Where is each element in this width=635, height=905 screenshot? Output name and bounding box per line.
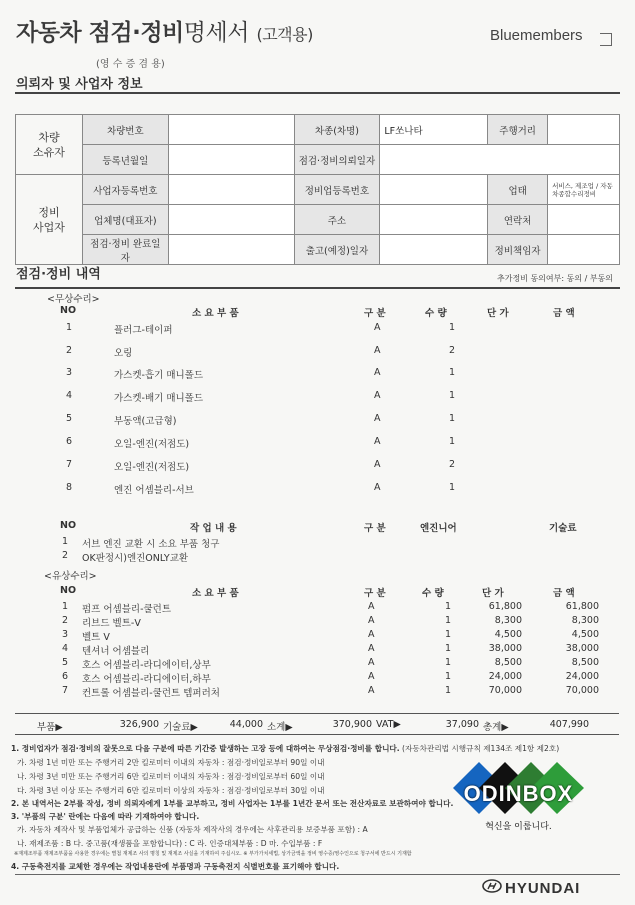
paid-row-amount: 38,000 <box>565 643 599 654</box>
paid-repair-title: <유상수리> <box>44 571 97 582</box>
paid-row-amount: 61,800 <box>565 601 599 612</box>
free-row-no: 5 <box>66 413 73 424</box>
labor-total-value: 44,000 <box>229 719 263 730</box>
paid-row-type: A <box>368 685 375 696</box>
hyundai-logo-icon <box>482 879 502 893</box>
odinbox-slogan: 혁신을 이룹니다. <box>485 822 552 832</box>
grand-total-value: 407,990 <box>549 719 589 730</box>
note-4: 4. 구동축전지를 교체한 경우에는 작업내용란에 부품명과 구동축전지 식별번호를 표기해야 합니다. <box>11 862 340 871</box>
plate-value <box>168 115 294 145</box>
note-3a: 가. 자동차 제작사 및 부품업체가 공급하는 신품 (자동차 제작사의 경우에는 사후관리용 보증부품 포함) : A <box>17 825 368 834</box>
free-col-no: NO <box>60 305 77 316</box>
model-value: LF쏘나타 <box>380 115 488 145</box>
paid-row-qty: 1 <box>445 601 452 612</box>
contact-value <box>548 205 620 235</box>
paid-row-qty: 1 <box>445 671 452 682</box>
paid-row-unit: 8,500 <box>494 657 522 668</box>
paid-col-parts: 소 요 부 품 <box>192 588 239 599</box>
work-row-no: 2 <box>62 550 69 561</box>
odinbox-stamp <box>453 757 584 837</box>
note-1a: 가. 차령 1년 미만 또는 주행거리 2만 킬로미터 이내의 자동차 : 점검·정비일로부터 90일 이내 <box>17 758 325 767</box>
free-row-no: 4 <box>66 390 73 401</box>
paid-row-part: 벨트 V <box>82 632 110 643</box>
paid-row-no: 3 <box>62 629 69 640</box>
paid-row-unit: 8,300 <box>494 615 522 626</box>
free-col-parts: 소 요 부 품 <box>192 308 239 319</box>
note-3c: ※재제조부품 재제조부품을 사용한 경우에는 별첨 재제조 사의 명칭 및 재제조 사실을 기재하여 주십시오. ※ 부가가치세법, 상가금액을 정비 영수증/영수인으로 청구서에 반드시 기재함 <box>14 851 412 857</box>
detail-section-title: 점검·정비 내역 <box>16 267 101 282</box>
request-date-label: 점검·정비의뢰일자 <box>294 145 380 175</box>
vat-value: 37,090 <box>445 719 479 730</box>
business-group-text: 정비 사업자 <box>33 205 65 234</box>
paid-row-no: 4 <box>62 643 69 654</box>
free-col-unit: 단 가 <box>487 308 509 319</box>
free-row-qty: 2 <box>449 345 456 356</box>
paid-row-no: 7 <box>62 685 69 696</box>
labor-total-label: 기술료▶ <box>163 722 198 733</box>
paid-row-amount: 4,500 <box>571 629 599 640</box>
release-date-value <box>380 235 488 265</box>
company-value <box>168 205 294 235</box>
free-row-part: 오일-엔진(저점도) <box>114 439 190 450</box>
note-3: 3. '부품의 구분' 란에는 다음에 따라 기재하여야 합니다. <box>11 812 200 821</box>
free-row-type: A <box>374 367 381 378</box>
free-row-qty: 1 <box>449 322 456 333</box>
paid-row-type: A <box>368 643 375 654</box>
paid-row-type: A <box>368 629 375 640</box>
title-thin: 명세서 <box>183 20 249 46</box>
owner-group-text: 차량 소유자 <box>33 130 65 159</box>
work-row-content: OK판정시)엔진ONLY교환 <box>82 553 189 564</box>
paid-col-type: 구 분 <box>364 588 386 599</box>
note-2: 2. 본 내역서는 2부를 작성, 정비 의뢰자에게 1부를 교부하고, 정비 사업자는 1부를 1년간 문서 또는 전산자료로 보관하여야 합니다. <box>11 799 454 808</box>
free-row-type: A <box>374 436 381 447</box>
note-1 <box>11 743 559 754</box>
free-row-part: 가스켓-흡기 매니폴드 <box>114 370 204 381</box>
title-bold: 자동차 점검·정비 <box>16 20 184 46</box>
paid-row-qty: 1 <box>445 615 452 626</box>
free-row-qty: 1 <box>449 390 456 401</box>
address-label: 주소 <box>294 205 380 235</box>
paid-row-unit: 4,500 <box>494 629 522 640</box>
free-row-part: 부동액(고급형) <box>114 416 177 427</box>
paid-row-amount: 8,500 <box>571 657 599 668</box>
note-3b: 나. 재제조품 : B 다. 중고품(재생품을 포함합니다) : C 라. 인증대체부품 : D 마. 수입부품 : F <box>17 839 323 848</box>
free-row-no: 6 <box>66 436 73 447</box>
biz-type-label: 업태 <box>488 175 548 205</box>
paid-row-qty: 1 <box>445 685 452 696</box>
free-row-part: 플러그-테이퍼 <box>114 325 173 336</box>
free-row-no: 2 <box>66 345 73 356</box>
free-repair-title: <무상수리> <box>47 294 100 305</box>
paid-row-qty: 1 <box>445 629 452 640</box>
paid-row-amount: 8,300 <box>571 615 599 626</box>
paid-row-part: 컨트롤 어셈블리-쿨런트 템퍼러처 <box>82 688 220 699</box>
paid-row-no: 2 <box>62 615 69 626</box>
manager-value <box>548 235 620 265</box>
free-row-qty: 2 <box>449 459 456 470</box>
paid-row-type: A <box>368 601 375 612</box>
detail-rule <box>15 287 620 289</box>
paid-col-amount: 금 액 <box>553 588 575 599</box>
plate-label: 차량번호 <box>82 115 168 145</box>
owner-section-title: 의뢰자 및 사업자 정보 <box>16 77 143 92</box>
brand-logo: Bluemembers <box>490 27 583 44</box>
free-row-no: 1 <box>66 322 73 333</box>
paid-row-unit: 38,000 <box>488 643 522 654</box>
free-col-qty: 수 량 <box>425 308 447 319</box>
brand-frame <box>600 33 612 46</box>
done-date-label: 점검·정비 완료일자 <box>82 235 168 265</box>
paid-row-no: 6 <box>62 671 69 682</box>
work-col-type: 구 분 <box>364 523 386 534</box>
paid-row-type: A <box>368 615 375 626</box>
biz-reg-value <box>168 175 294 205</box>
odinbox-name: ODINBOX <box>463 781 574 806</box>
receipt-note: (영 수 증 겸 용) <box>96 59 165 70</box>
request-date-value <box>380 145 620 175</box>
biz-reg-label: 사업자등록번호 <box>82 175 168 205</box>
note-1-tail: (자동차관리법 시행규칙 제134조 제1항 제2호) <box>402 744 560 753</box>
work-col-no: NO <box>60 520 77 531</box>
release-date-label: 출고(예정)일자 <box>294 235 380 265</box>
subtotal-value: 370,900 <box>332 719 372 730</box>
section-rule <box>15 92 620 94</box>
free-row-part: 가스켓-배기 매니폴드 <box>114 393 204 404</box>
free-row-part: 오링 <box>114 348 133 359</box>
work-col-fee: 기술료 <box>549 523 577 534</box>
subtotal-label: 소계▶ <box>267 722 293 733</box>
paid-row-type: A <box>368 657 375 668</box>
model-label: 차종(차명) <box>294 115 380 145</box>
paid-col-no: NO <box>60 585 77 596</box>
free-row-qty: 1 <box>449 436 456 447</box>
paid-col-qty: 수 량 <box>422 588 444 599</box>
free-row-type: A <box>374 390 381 401</box>
note-1b: 나. 차령 3년 미만 또는 주행거리 6만 킬로미터 이내의 자동차 : 점검·정비일로부터 60일 이내 <box>17 772 325 781</box>
parts-total-value: 326,900 <box>119 719 159 730</box>
hyundai-wordmark: HYUNDAI <box>505 880 581 897</box>
reg-date-value <box>168 145 294 175</box>
manager-label: 정비책임자 <box>488 235 548 265</box>
free-row-no: 3 <box>66 367 73 378</box>
paid-col-unit: 단 가 <box>482 588 504 599</box>
free-row-no: 7 <box>66 459 73 470</box>
free-row-qty: 1 <box>449 367 456 378</box>
contact-label: 연락처 <box>488 205 548 235</box>
paid-row-unit: 24,000 <box>488 671 522 682</box>
mileage-label: 주행거리 <box>488 115 548 145</box>
company-label: 업체명(대표자) <box>82 205 168 235</box>
paid-row-part: 리브드 벨트-V <box>82 618 141 629</box>
free-row-part: 오일-엔진(저점도) <box>114 462 190 473</box>
work-col-engineer: 엔진니어 <box>420 523 457 534</box>
grand-total-label: 총계▶ <box>483 722 509 733</box>
reg-date-label: 등록년월일 <box>82 145 168 175</box>
note-1c: 다. 차령 3년 이상 또는 주행거리 6만 킬로미터 이상의 자동차 : 점검·정비일로부터 30일 이내 <box>17 786 325 795</box>
paid-row-amount: 70,000 <box>565 685 599 696</box>
free-row-type: A <box>374 322 381 333</box>
paid-row-no: 1 <box>62 601 69 612</box>
totals-bar <box>15 713 619 735</box>
address-value <box>380 205 488 235</box>
paid-row-part: 텐셔너 어셈블리 <box>82 646 150 657</box>
paid-row-qty: 1 <box>445 657 452 668</box>
paid-row-amount: 24,000 <box>565 671 599 682</box>
done-date-value <box>168 235 294 265</box>
mileage-value <box>548 115 620 145</box>
free-row-no: 8 <box>66 482 73 493</box>
repair-reg-value <box>380 175 488 205</box>
owner-group-label <box>16 115 83 175</box>
vat-label: VAT▶ <box>376 719 401 730</box>
free-row-type: A <box>374 345 381 356</box>
work-row-content: 서브 엔진 교환 시 소요 부품 청구 <box>82 539 220 550</box>
free-row-type: A <box>374 482 381 493</box>
document-title <box>16 14 313 47</box>
paid-row-type: A <box>368 671 375 682</box>
work-col-content: 작 업 내 용 <box>190 523 237 534</box>
title-sub: (고객용) <box>256 25 313 44</box>
biz-type-value: 서비스, 제조업 / 자동차종합수리정비 <box>548 175 620 205</box>
free-col-type: 구 분 <box>364 308 386 319</box>
note-1-bold: 1. 정비업자가 점검·정비의 잘못으로 다음 구분에 따른 기간중 발생하는 고장 등에 대하여는 무상점검·정비를 합니다. <box>11 744 400 753</box>
free-col-amount: 금 액 <box>553 308 575 319</box>
free-row-type: A <box>374 459 381 470</box>
paid-row-unit: 61,800 <box>488 601 522 612</box>
repair-reg-label: 정비업등록번호 <box>294 175 380 205</box>
parts-total-label: 부품▶ <box>37 722 63 733</box>
owner-business-table <box>15 114 620 265</box>
consent-text: 추가정비 동의여부: 동의 / 부동의 <box>497 274 614 283</box>
business-group-label <box>16 175 83 265</box>
paid-row-part: 호스 어셈블리-라디에이터,상부 <box>82 660 211 671</box>
free-row-type: A <box>374 413 381 424</box>
free-row-part: 엔진 어셈블리-서브 <box>114 485 194 496</box>
work-row-no: 1 <box>62 536 69 547</box>
paid-row-qty: 1 <box>445 643 452 654</box>
footer-rule <box>15 874 620 875</box>
paid-row-no: 5 <box>62 657 69 668</box>
paid-row-part: 호스 어셈블리-라디에이터,하부 <box>82 674 211 685</box>
free-row-qty: 1 <box>449 413 456 424</box>
paid-row-part: 펌프 어셈블리-쿨런트 <box>82 604 172 615</box>
free-row-qty: 1 <box>449 482 456 493</box>
paid-row-unit: 70,000 <box>488 685 522 696</box>
